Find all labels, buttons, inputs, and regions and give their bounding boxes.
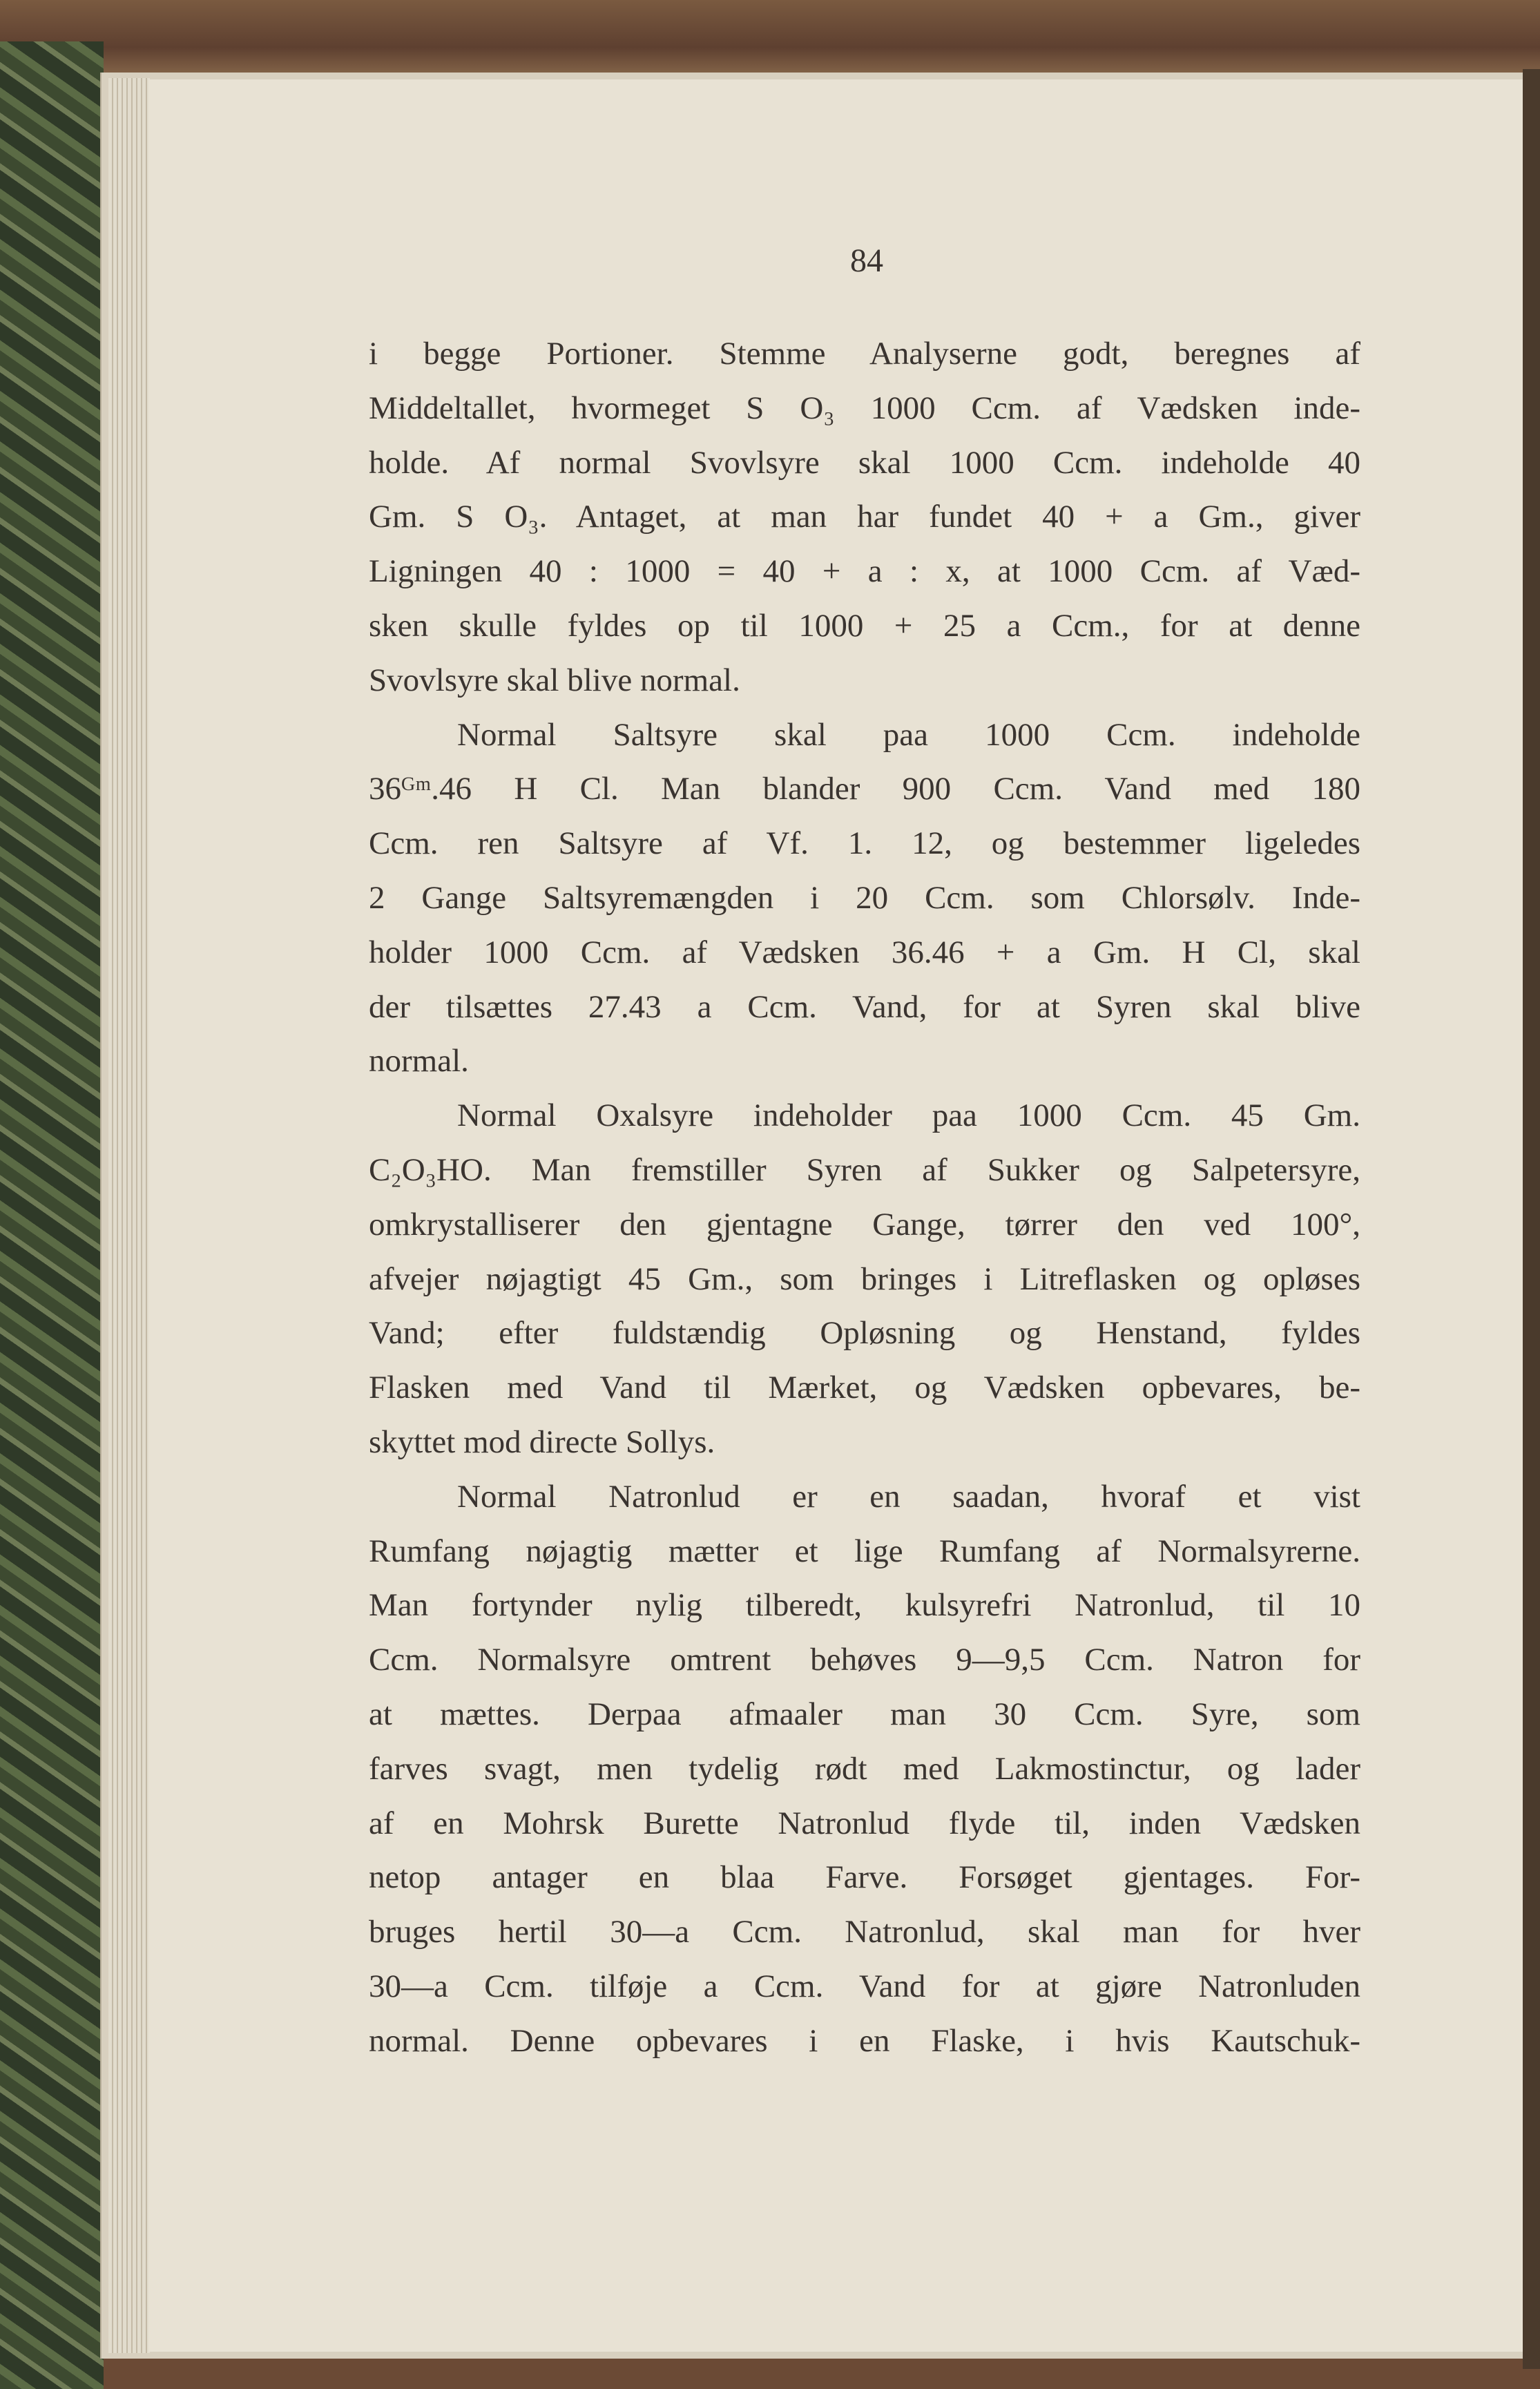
text-line: C₂O₃HO. Man fremstiller Syren af Sukker og Salpetersyre,	[369, 1151, 1360, 1188]
text-line: der tilsættes 27.43 a Ccm. Vand, for at Syren skal blive	[369, 988, 1360, 1025]
text-line: Normal Natronlud er en saadan, hvoraf et vist	[457, 1478, 1360, 1515]
text-line: Man fortynder nylig tilberedt, kulsyrefri Natronlud, til 10	[369, 1587, 1360, 1624]
paragraph	[369, 708, 1360, 1089]
text-line: at mættes. Derpaa afmaaler man 30 Ccm. Syre, som	[369, 1696, 1360, 1732]
page-number: 84	[850, 242, 883, 279]
text-line: 30—a Ccm. tilføje a Ccm. Vand for at gjøre Natronluden	[369, 1968, 1360, 2004]
text-line: Middeltallet, hvormeget S O₃ 1000 Ccm. af Vædsken inde-	[369, 390, 1360, 426]
book-cover-right-edge	[1523, 69, 1540, 2369]
text-line: i begge Portioner. Stemme Analyserne godt, beregnes af	[369, 336, 1360, 372]
text-line: afvejer nøjagtigt 45 Gm., som bringes i Litreflasken og opløses	[369, 1260, 1360, 1297]
text-line: Ccm. ren Saltsyre af Vf. 1. 12, og bestemmer ligeledes	[369, 825, 1360, 862]
text-line: Ccm. Normalsyre omtrent behøves 9—9,5 Ccm. Natron for	[369, 1642, 1360, 1678]
paragraph	[369, 327, 1360, 708]
text-line: 36ᴳᵐ.46 H Cl. Man blander 900 Ccm. Vand med 180	[369, 771, 1360, 807]
text-line: holde. Af normal Svovlsyre skal 1000 Ccm. indeholde 40	[369, 444, 1360, 481]
paragraph	[369, 1470, 1360, 2069]
text-line: 2 Gange Saltsyremængden i 20 Ccm. som Chlorsølv. Inde-	[369, 879, 1360, 916]
text-line: omkrystalliserer den gjentagne Gange, tørrer den ved 100°,	[369, 1206, 1360, 1243]
text-line: holder 1000 Ccm. af Vædsken 36.46 + a Gm. H Cl, skal	[369, 934, 1360, 970]
marbled-cover-edge	[0, 41, 104, 2389]
text-line: Normal Saltsyre skal paa 1000 Ccm. indeholde	[457, 716, 1360, 753]
text-line: Gm. S O₃. Antaget, at man har fundet 40 + a Gm., giver	[369, 499, 1360, 535]
text-line: sken skulle fyldes op til 1000 + 25 a Ccm., for at denne	[369, 607, 1360, 644]
text-line: farves svagt, men tydelig rødt med Lakmostinctur, og lader	[369, 1750, 1360, 1787]
text-line: normal.	[369, 1043, 469, 1080]
text-line: Vand; efter fuldstændig Opløsning og Henstand, fyldes	[369, 1315, 1360, 1352]
text-line: af en Mohrsk Burette Natronlud flyde til, inden Vædsken	[369, 1805, 1360, 1841]
text-line: Flasken med Vand til Mærket, og Vædsken opbevares, be-	[369, 1370, 1360, 1406]
text-line: netop antager en blaa Farve. Forsøget gjentages. For-	[369, 1859, 1360, 1896]
text-line: normal. Denne opbevares i en Flaske, i hvis Kautschuk-	[369, 2022, 1360, 2059]
text-line: Svovlsyre skal blive normal.	[369, 662, 740, 698]
text-line: skyttet mod directe Sollys.	[369, 1423, 715, 1460]
text-line: Ligningen 40 : 1000 = 40 + a : x, at 1000 Ccm. af Væd-	[369, 553, 1360, 590]
book-cover-top-edge	[0, 0, 1540, 79]
paragraph	[369, 1088, 1360, 1470]
body-text	[369, 327, 1360, 2069]
text-line: Rumfang nøjagtig mætter et lige Rumfang af Normalsyrerne.	[369, 1533, 1360, 1569]
text-line: Normal Oxalsyre indeholder paa 1000 Ccm. 45 Gm.	[457, 1097, 1360, 1134]
text-line: bruges hertil 30—a Ccm. Natronlud, skal man for hver	[369, 1914, 1360, 1950]
